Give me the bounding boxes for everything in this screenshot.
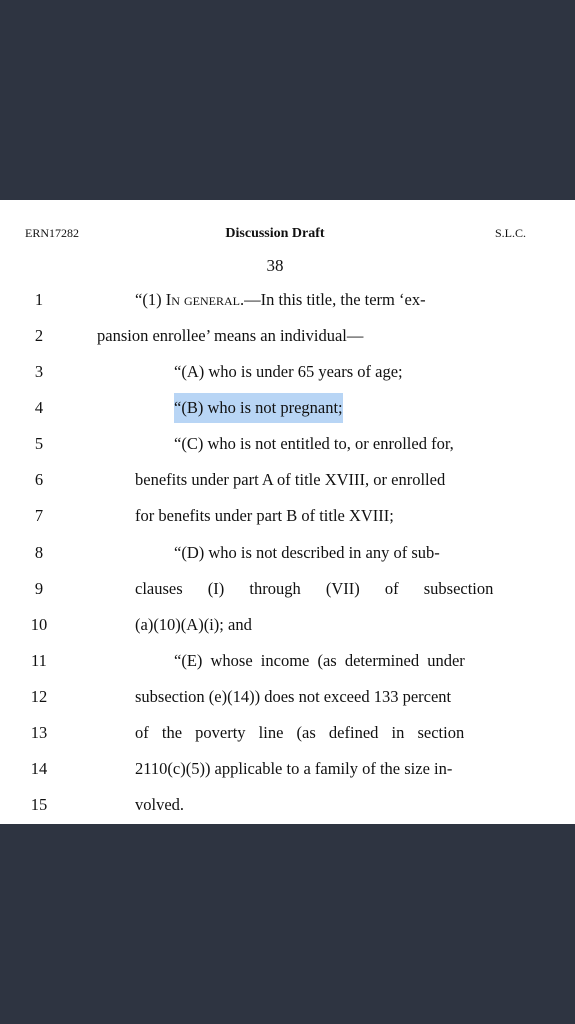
- text-line: [0, 393, 575, 423]
- line-number: 6: [34, 470, 44, 489]
- line-text: of the poverty line (as defined in section: [135, 723, 465, 742]
- line-number: 13: [30, 723, 48, 742]
- line-number: 3: [34, 362, 44, 381]
- line-text: volved.: [135, 795, 185, 814]
- page-number: 38: [266, 256, 284, 275]
- line-text: for benefits under part B of title XVIII;: [135, 506, 394, 525]
- draft-label: Discussion Draft: [225, 226, 325, 241]
- line-number: 8: [34, 543, 44, 562]
- line-text: “(1) In general.—In this title, the term ‘ex-: [135, 290, 426, 309]
- line-text: (a)(10)(A)(i); and: [135, 615, 252, 634]
- top-dark-band: [0, 0, 575, 200]
- text-line: [0, 754, 575, 784]
- document-id: ERN17282: [25, 226, 79, 240]
- highlighted-line-text[interactable]: “(B) who is not pregnant;: [174, 393, 343, 423]
- line-number: 7: [34, 506, 44, 525]
- line-number: 2: [34, 326, 44, 345]
- text-line: [0, 501, 575, 531]
- text-line: [0, 429, 575, 459]
- line-number: 11: [31, 651, 47, 670]
- text-line: [0, 718, 575, 748]
- line-number: 9: [34, 579, 44, 598]
- text-line: [0, 610, 575, 640]
- line-number: 5: [34, 434, 44, 453]
- text-line: [0, 646, 575, 676]
- line-number: 14: [30, 759, 48, 778]
- heading-smallcaps: In general: [165, 290, 240, 309]
- text-line: [0, 465, 575, 495]
- text-line: [0, 285, 575, 315]
- text-line: [0, 790, 575, 820]
- line-text: “(D) who is not described in any of sub-: [174, 543, 440, 562]
- line-text: “(A) who is under 65 years of age;: [174, 362, 403, 381]
- text-line: [0, 321, 575, 351]
- line-text: “(C) who is not entitled to, or enrolled for,: [174, 434, 454, 453]
- document-page: [0, 200, 575, 824]
- line-text: 2110(c)(5)) applicable to a family of the size in-: [135, 759, 453, 778]
- page-header: [0, 226, 575, 246]
- line-number: 1: [34, 290, 44, 309]
- line-text: clauses (I) through (VII) of subsection: [135, 579, 494, 598]
- text-line: [0, 682, 575, 712]
- text-line: [0, 538, 575, 568]
- line-number: 12: [30, 687, 48, 706]
- line-number: 4: [34, 398, 44, 417]
- line-text: subsection (e)(14)) does not exceed 133 percent: [135, 687, 452, 706]
- line-number: 10: [30, 615, 48, 634]
- text-line: [0, 574, 575, 604]
- line-text: benefits under part A of title XVIII, or enrolled: [135, 470, 446, 489]
- line-text: “(E) whose income (as determined under: [174, 651, 465, 670]
- slc-label: S.L.C.: [494, 226, 526, 240]
- line-number: 15: [30, 795, 48, 814]
- line-text: pansion enrollee’ means an individual—: [97, 326, 364, 345]
- text-line: [0, 357, 575, 387]
